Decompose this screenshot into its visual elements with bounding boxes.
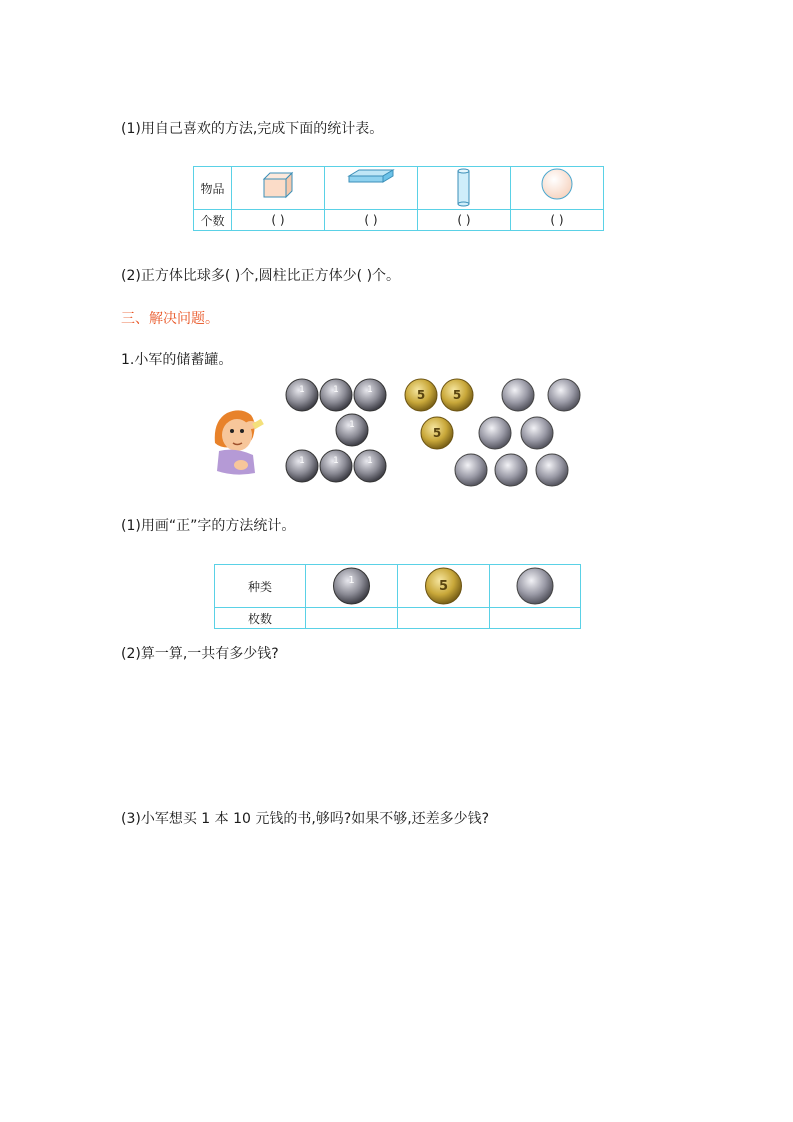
cuboid-icon <box>325 167 418 210</box>
5-jiao-coin-icon <box>398 565 490 608</box>
answer-blank[interactable]: ( ) <box>271 213 285 227</box>
problem-1-q1: (1)用画“正”字的方法统计。 <box>121 518 296 534</box>
table-header-items: 物品 <box>194 167 232 210</box>
problem-1-title: 1.小军的储蓄罐。 <box>121 352 233 368</box>
question-1-2: (2)正方体比球多( )个,圆柱比正方体少( )个。 <box>121 268 401 284</box>
svg-text:1: 1 <box>367 385 373 395</box>
answer-blank[interactable]: ( ) <box>550 213 564 227</box>
answer-blank[interactable]: ( ) <box>457 213 471 227</box>
boy-icon <box>215 410 264 474</box>
shape-count-table <box>193 166 604 231</box>
table-header-count: 个数 <box>194 210 232 231</box>
question-1-1: (1)用自己喜欢的方法,完成下面的统计表。 <box>121 121 384 137</box>
1-jiao-coin-icon <box>490 565 581 608</box>
coins-illustration <box>205 373 590 491</box>
svg-text:5: 5 <box>438 579 449 594</box>
cylinder-icon <box>418 167 511 210</box>
problem-1-q3: (3)小军想买 1 本 10 元钱的书,够吗?如果不够,还差多少钱? <box>121 811 490 827</box>
1-yuan-coin-icon <box>306 565 398 608</box>
answer-cell[interactable] <box>490 608 581 629</box>
svg-text:5: 5 <box>416 388 426 402</box>
1-jiao-coin-icon <box>452 379 580 486</box>
svg-text:1: 1 <box>348 575 355 586</box>
svg-text:1: 1 <box>333 385 339 395</box>
svg-text:1: 1 <box>299 456 305 466</box>
answer-cell[interactable] <box>398 608 490 629</box>
section-title: 三、解决问题。 <box>121 311 219 327</box>
table-header-type: 种类 <box>215 565 306 608</box>
svg-text:5: 5 <box>452 388 462 402</box>
sphere-icon <box>511 167 604 210</box>
table-header-quantity: 枚数 <box>215 608 306 629</box>
svg-text:5: 5 <box>432 426 442 440</box>
5-jiao-coin-icon <box>405 379 473 449</box>
svg-text:1: 1 <box>367 456 373 466</box>
svg-text:1: 1 <box>349 420 355 430</box>
answer-blank[interactable]: ( ) <box>364 213 378 227</box>
svg-text:1: 1 <box>299 385 305 395</box>
1-yuan-coin-icon <box>286 379 386 482</box>
coin-count-table <box>214 564 581 629</box>
answer-cell[interactable] <box>306 608 398 629</box>
svg-text:1: 1 <box>333 456 339 466</box>
cube-icon <box>232 167 325 210</box>
problem-1-q2: (2)算一算,一共有多少钱? <box>121 646 279 662</box>
